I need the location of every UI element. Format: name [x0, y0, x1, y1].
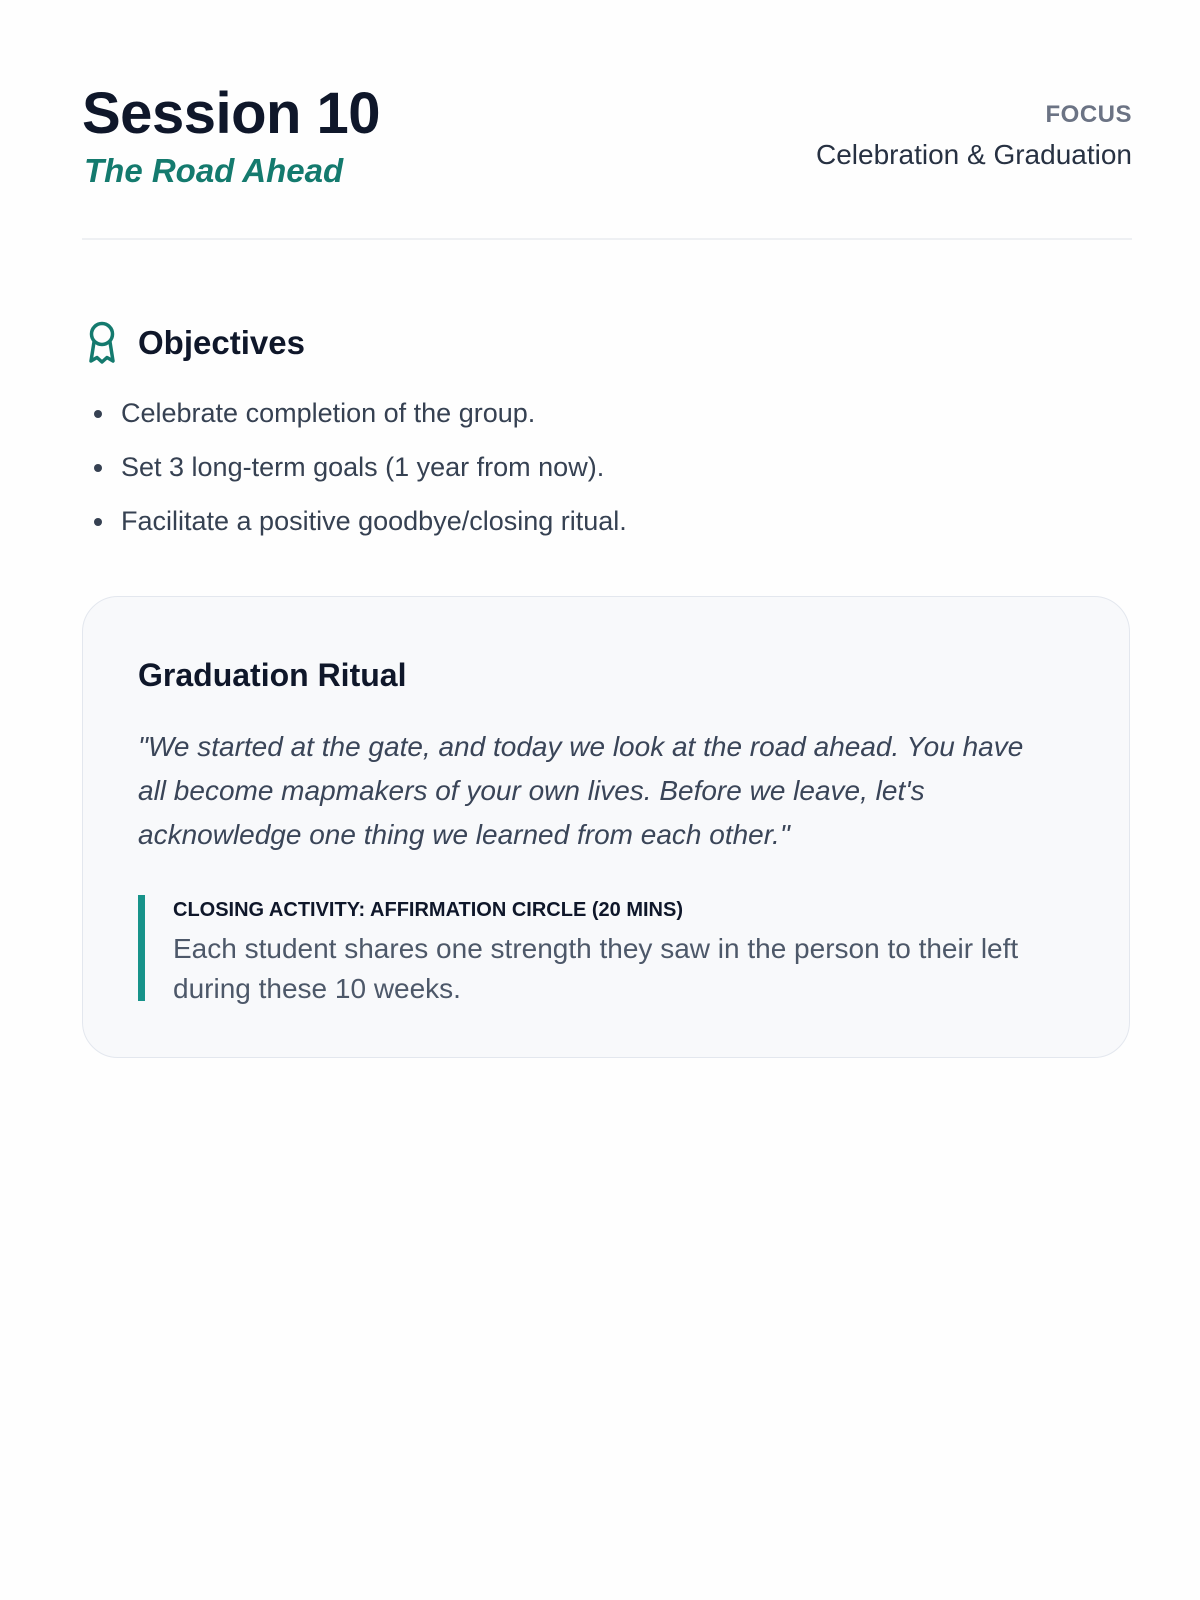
focus-block	[816, 100, 1132, 172]
list-item	[82, 396, 1132, 450]
ritual-quote: "We started at the gate, and today we look at the road ahead. You have all become mapmakers of your own lives. Before we leave, let's acknowledge one thing we learned from each other."	[138, 731, 1024, 850]
objective-text: Set 3 long-term goals (1 year from now).	[121, 452, 605, 482]
objective-text: Celebrate completion of the group.	[121, 398, 536, 428]
page-subtitle: The Road Ahead	[84, 152, 344, 189]
objectives-title: Objectives	[138, 324, 305, 361]
session-header	[82, 0, 1132, 240]
bullet-dot	[94, 518, 102, 526]
list-item	[82, 450, 1132, 504]
focus-value: Celebration & Graduation	[816, 139, 1132, 170]
page-title: Session 10	[82, 81, 381, 146]
objective-text: Facilitate a positive goodbye/closing ritual.	[121, 506, 627, 536]
graduation-ritual-card	[82, 596, 1130, 1058]
award-ribbon-icon	[84, 320, 120, 366]
objectives-heading	[82, 318, 1132, 368]
session-page	[82, 0, 1132, 1004]
activity-label: CLOSING ACTIVITY: AFFIRMATION CIRCLE (20 MINS)	[173, 899, 683, 921]
focus-label: FOCUS	[1045, 101, 1132, 128]
closing-activity-callout	[138, 895, 1068, 1004]
list-item	[82, 504, 1132, 558]
objectives-section	[82, 318, 1132, 558]
activity-description: Each student shares one strength they saw in the person to their left during these 10 weeks.	[173, 933, 1019, 1004]
bullet-dot	[94, 410, 102, 418]
bullet-dot	[94, 464, 102, 472]
card-title: Graduation Ritual	[138, 657, 407, 693]
objectives-list	[82, 396, 1132, 558]
